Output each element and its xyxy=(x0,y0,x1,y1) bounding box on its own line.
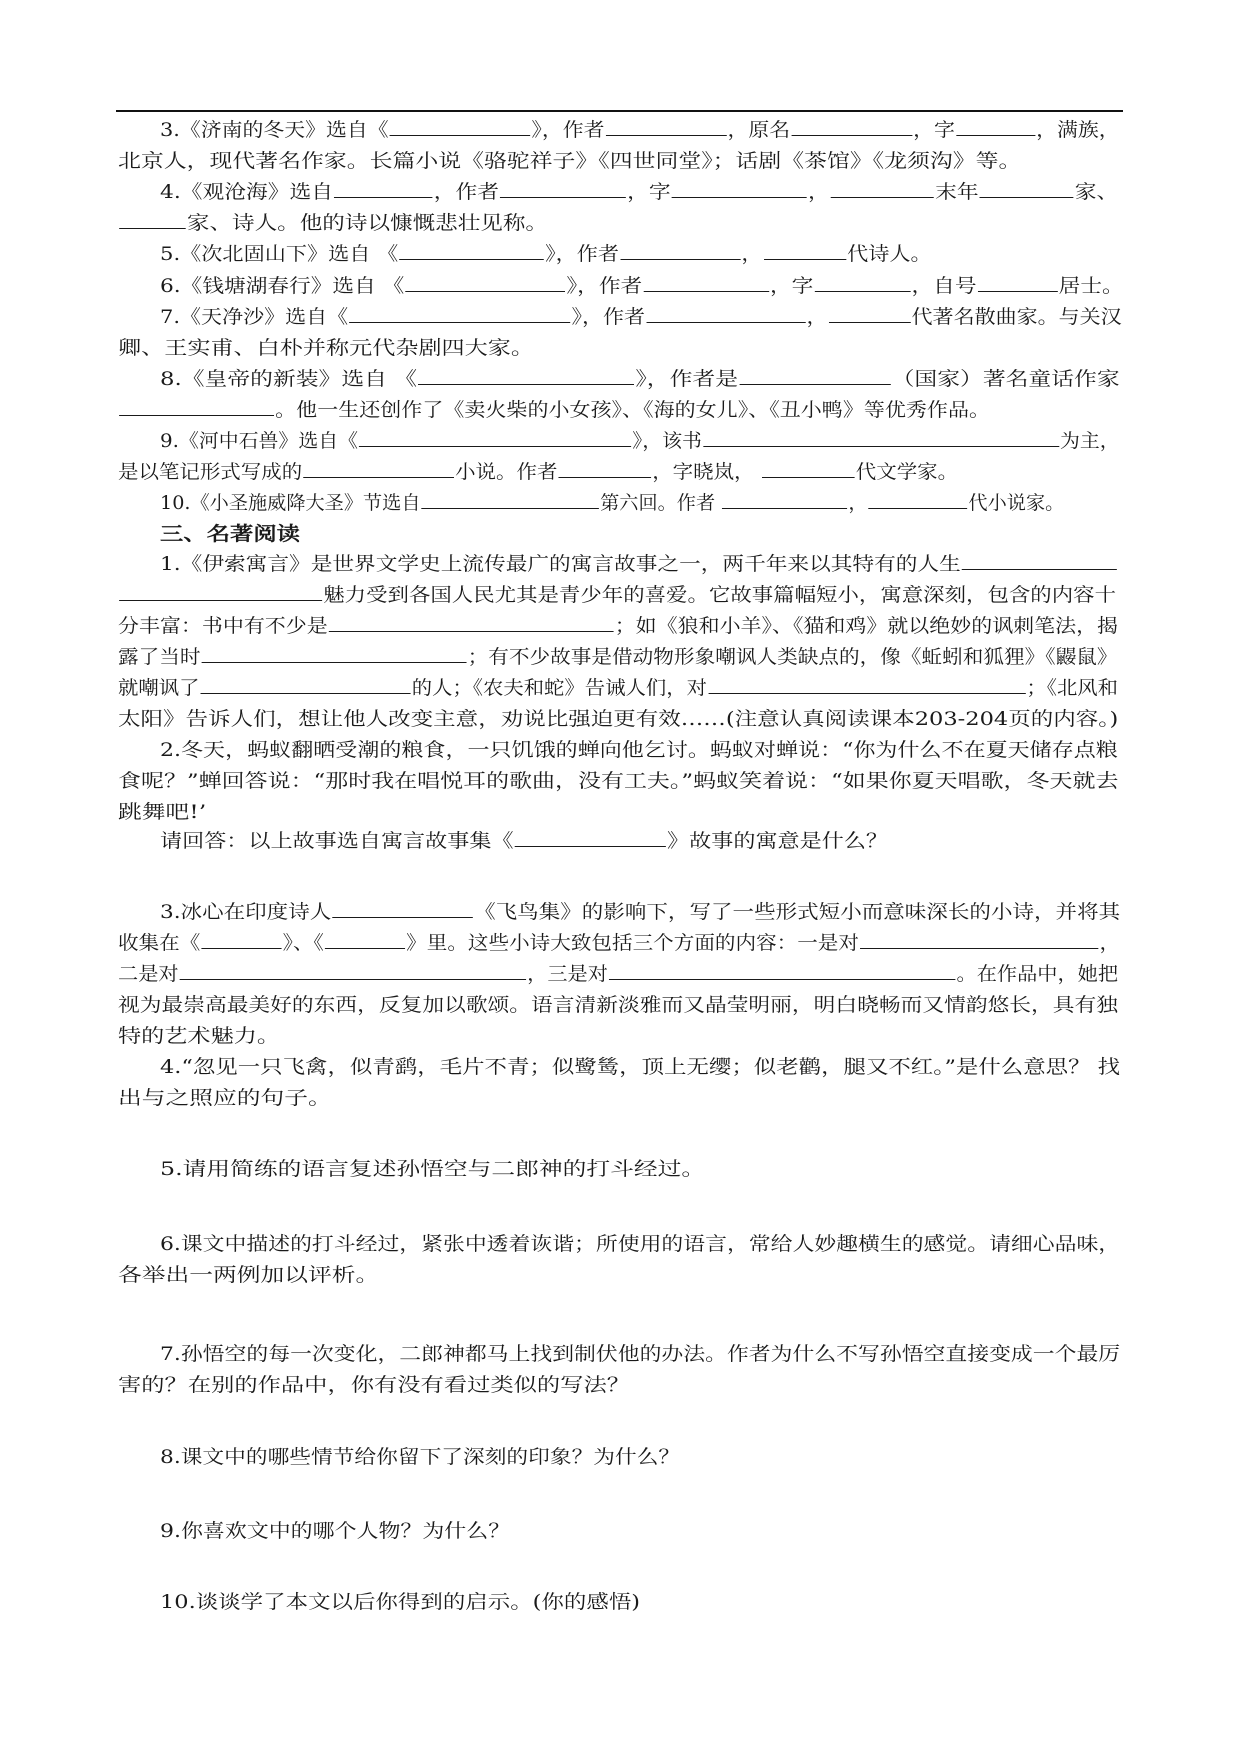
line-text: 9.你喜欢文中的哪个人物？为什么？ xyxy=(160,1520,511,1542)
line-text: （国家）著名童话作家 xyxy=(891,368,1120,390)
line-text: ，字 xyxy=(913,119,955,141)
answer-blank[interactable] xyxy=(962,553,1117,570)
answer-blank[interactable] xyxy=(201,677,411,694)
line-text: ，字 xyxy=(769,275,814,297)
text-line xyxy=(160,274,1124,298)
answer-blank[interactable] xyxy=(646,306,805,323)
text-line xyxy=(118,962,1118,986)
answer-blank[interactable] xyxy=(359,430,631,447)
text-line xyxy=(160,552,1118,576)
line-text: 三、名著阅读 xyxy=(160,523,301,545)
text-line xyxy=(160,118,1120,142)
answer-blank[interactable] xyxy=(390,119,531,136)
answer-blank[interactable] xyxy=(814,275,910,292)
text-line xyxy=(118,645,1117,669)
line-text: 3.《济南的冬天》选自《 xyxy=(160,119,389,141)
line-text: ；有不少故事是借动物形象嘲讽人类缺点的，像《蚯蚓和狐狸》《鼹鼠》 xyxy=(467,646,1118,668)
line-text: 出与之照应的句子。 xyxy=(118,1087,332,1109)
answer-blank[interactable] xyxy=(418,368,634,385)
text-line xyxy=(160,1232,1120,1256)
line-text: 居士。 xyxy=(1058,275,1124,297)
text-line xyxy=(118,1024,280,1048)
line-text: 10.谈谈学了本文以后你得到的启示。(你的感悟) xyxy=(160,1591,641,1613)
answer-blank[interactable] xyxy=(722,492,847,509)
answer-blank[interactable] xyxy=(956,119,1035,136)
line-text: 4.《观沧海》选自 xyxy=(160,181,333,203)
answer-blank[interactable] xyxy=(201,932,281,949)
answer-blank[interactable] xyxy=(349,306,570,323)
answer-blank[interactable] xyxy=(558,461,651,478)
line-text: 害的？在别的作品中，你有没有看过类似的写法？ xyxy=(118,1374,631,1396)
line-text: 代小说家。 xyxy=(968,492,1065,514)
text-line xyxy=(160,180,1118,204)
answer-blank[interactable] xyxy=(332,901,473,918)
text-line xyxy=(118,398,990,422)
line-text: 家、 xyxy=(1074,181,1119,203)
line-text: 北京人，现代著名作家。长篇小说《骆驼祥子》《四世同堂》；话剧《茶馆》《龙须沟》等。 xyxy=(118,150,1022,172)
line-text: ， xyxy=(741,243,763,265)
answer-blank[interactable] xyxy=(703,430,1059,447)
line-text: 5.请用简练的语言复述孙悟空与二郎神的打斗经过。 xyxy=(160,1158,706,1180)
answer-blank[interactable] xyxy=(672,181,807,198)
line-text: 二是对 xyxy=(118,963,179,985)
line-text: 。在作品中，她把 xyxy=(956,963,1119,985)
line-text: 9.《河中石兽》选自《 xyxy=(160,430,359,452)
line-text: 》，作者 xyxy=(571,306,646,328)
text-line xyxy=(118,931,1120,955)
text-line xyxy=(118,583,1116,607)
line-text: ；《北风和 xyxy=(1026,677,1119,699)
text-line xyxy=(160,1445,680,1469)
line-text: 8.《皇帝的新装》选自 《 xyxy=(160,368,418,390)
answer-blank[interactable] xyxy=(119,212,186,229)
text-line xyxy=(118,993,1118,1017)
line-text: ，原名 xyxy=(727,119,791,141)
line-text: 。他一生还创作了《卖火柴的小女孩》、《海的女儿》、《丑小鸭》等优秀作品。 xyxy=(275,399,991,421)
line-text: 2.冬天，蚂蚁翻晒受潮的粮食，一只饥饿的蝉向他乞讨。蚂蚁对蝉说：“你为什么不在夏天储存点粮 xyxy=(160,739,1118,761)
answer-blank[interactable] xyxy=(329,615,614,632)
line-text: 家、诗人。他的诗以慷慨悲壮见称。 xyxy=(186,212,549,234)
line-text: 特的艺术魅力。 xyxy=(118,1025,281,1047)
line-text: 6.课文中描述的打斗经过，紧张中透着诙谐；所使用的语言，常给人妙趣横生的感觉。请细心品味， xyxy=(160,1233,1121,1255)
line-text: 1.《伊索寓言》是世界文学史上流传最广的寓言故事之一，两千年来以其特有的人生 xyxy=(160,553,961,575)
line-text: 太阳》告诉人们，想让他人改变主意，劝说比强迫更有效……(注意认真阅读课本203-204页的内容。) xyxy=(118,708,1119,730)
line-text: 跳舞吧!’ xyxy=(118,801,207,823)
line-text: 代著名散曲家。与关汉 xyxy=(911,306,1122,328)
line-text: 视为最崇高最美好的东西，反复加以歌颂。语言清新淡雅而又晶莹明丽，明白晓畅而又情韵悠长，具有独 xyxy=(118,994,1119,1016)
answer-blank[interactable] xyxy=(325,932,405,949)
line-text: 5.《次北固山下》选自 《 xyxy=(160,243,399,265)
answer-blank[interactable] xyxy=(180,963,526,980)
line-text: ，三是对 xyxy=(527,963,608,985)
line-text: 代文学家。 xyxy=(855,461,959,483)
text-line xyxy=(160,429,1120,453)
line-text: 10.《小圣施威降大圣》节选自 xyxy=(160,492,421,514)
text-line xyxy=(160,1590,640,1614)
text-line xyxy=(118,1263,379,1287)
answer-blank[interactable] xyxy=(202,646,467,663)
line-text: 4.“忽见一只飞禽，似青鹞，毛片不青；似鹭鸶，顶上无缨；似老鹳，腿又不红。”是什么意思？ 找 xyxy=(160,1056,1121,1078)
line-text: 为主， xyxy=(1059,430,1120,452)
text-line xyxy=(160,900,1120,924)
line-text: 食呢？”蝉回答说：“那时我在唱悦耳的歌曲，没有工夫。”蚂蚁笑着说：“如果你夏天唱歌，冬天就去 xyxy=(118,770,1119,792)
answer-blank[interactable] xyxy=(764,243,846,260)
answer-blank[interactable] xyxy=(978,275,1058,292)
answer-blank[interactable] xyxy=(739,368,890,385)
line-text: 的人；《农夫和蛇》告诫人们，对 xyxy=(411,677,707,699)
line-text: 》，作者是 xyxy=(635,368,739,390)
line-text: 》、《 xyxy=(282,932,324,954)
text-line xyxy=(160,367,1120,391)
line-text: 末年 xyxy=(935,181,979,203)
line-text: 代诗人。 xyxy=(847,243,932,265)
answer-blank[interactable] xyxy=(500,181,626,198)
text-line xyxy=(160,242,932,266)
line-text: 》，作者 xyxy=(545,243,620,265)
line-text: 是以笔记形式写成的 xyxy=(118,461,303,483)
text-line xyxy=(160,1342,1120,1366)
answer-blank[interactable] xyxy=(791,119,912,136)
answer-blank[interactable] xyxy=(643,275,768,292)
line-text: 分丰富：书中有不少是 xyxy=(118,615,328,637)
text-line xyxy=(118,460,958,484)
line-text: 》，该书 xyxy=(632,430,702,452)
answer-blank[interactable] xyxy=(869,492,968,509)
text-line xyxy=(118,1086,332,1110)
line-text: 》，作者 xyxy=(566,275,643,297)
text-line xyxy=(118,614,1118,638)
line-text: ，自号 xyxy=(911,275,977,297)
line-text: 8.课文中的哪些情节给你留下了深刻的印象？为什么？ xyxy=(160,1446,681,1468)
line-text: 露了当时 xyxy=(118,646,201,668)
text-line xyxy=(160,1519,510,1543)
line-text: 6.《钱塘湖春行》选自 《 xyxy=(160,275,405,297)
answer-blank[interactable] xyxy=(762,461,855,478)
line-text: ，作者 xyxy=(433,181,499,203)
line-text: ，满族， xyxy=(1036,119,1120,141)
text-line xyxy=(160,1055,1120,1079)
line-text: 收集在《 xyxy=(118,932,201,954)
line-text: 卿、王实甫、白朴并称元代杂剧四大家。 xyxy=(118,337,535,359)
line-text: ， xyxy=(848,492,868,514)
line-text: ， xyxy=(1099,932,1121,954)
text-line xyxy=(118,676,1118,700)
answer-blank[interactable] xyxy=(606,119,727,136)
text-line xyxy=(118,149,1021,173)
line-text: 7.《天净沙》选自《 xyxy=(160,306,349,328)
text-line xyxy=(160,1157,705,1181)
section-heading xyxy=(160,522,300,546)
header-rule xyxy=(116,110,1123,112)
answer-blank[interactable] xyxy=(620,243,740,260)
text-line xyxy=(160,305,1122,329)
text-line xyxy=(118,336,534,360)
answer-blank[interactable] xyxy=(980,181,1074,198)
answer-blank[interactable] xyxy=(515,830,666,847)
line-text: 就嘲讽了 xyxy=(118,677,200,699)
line-text: 魅力受到各国人民尤其是青少年的喜爱。它故事篇幅短小，寓意深刻，包含的内容十 xyxy=(323,584,1117,606)
line-text: ， xyxy=(806,306,828,328)
answer-blank[interactable] xyxy=(831,181,934,198)
answer-blank[interactable] xyxy=(860,932,1098,949)
line-text: 》故事的寓意是什么？ xyxy=(667,830,889,852)
answer-blank[interactable] xyxy=(609,963,955,980)
line-text: 7.孙悟空的每一次变化，二郎神都马上找到制伏他的办法。作者为什么不写孙悟空直接变成一个最厉 xyxy=(160,1343,1121,1365)
text-line xyxy=(160,738,1118,762)
line-text: ，字 xyxy=(627,181,671,203)
answer-blank[interactable] xyxy=(119,584,322,601)
line-text: ，字晓岚， xyxy=(652,461,762,483)
answer-blank[interactable] xyxy=(399,243,544,260)
line-text: 请回答：以上故事选自寓言故事集《 xyxy=(160,830,514,852)
line-text: 小说。作者 xyxy=(455,461,558,483)
line-text: 3.冰心在印度诗人 xyxy=(160,901,332,923)
line-text: 各举出一两例加以评析。 xyxy=(118,1264,380,1286)
answer-blank[interactable] xyxy=(303,461,454,478)
answer-blank[interactable] xyxy=(334,181,432,198)
answer-blank[interactable] xyxy=(829,306,911,323)
line-text: ；如《狼和小羊》、《猫和鸡》就以绝妙的讽刺笔法，揭 xyxy=(614,615,1119,637)
line-text: ， xyxy=(808,181,830,203)
answer-blank[interactable] xyxy=(119,399,274,416)
text-line xyxy=(118,211,548,235)
answer-blank[interactable] xyxy=(422,492,600,509)
text-line xyxy=(160,829,888,853)
answer-blank[interactable] xyxy=(405,275,565,292)
text-line xyxy=(118,769,1118,793)
text-line xyxy=(118,800,206,824)
text-line xyxy=(160,491,1064,515)
text-line xyxy=(118,1373,630,1397)
line-text: 》里。这些小诗大致包括三个方面的内容：一是对 xyxy=(406,932,859,954)
line-text: 第六回。作者 xyxy=(600,492,722,514)
text-line xyxy=(118,707,1118,731)
answer-blank[interactable] xyxy=(708,677,1025,694)
line-text: 《飞鸟集》的影响下，写了一些形式短小而意味深长的小诗，并将其 xyxy=(474,901,1121,923)
line-text: 》，作者 xyxy=(531,119,605,141)
